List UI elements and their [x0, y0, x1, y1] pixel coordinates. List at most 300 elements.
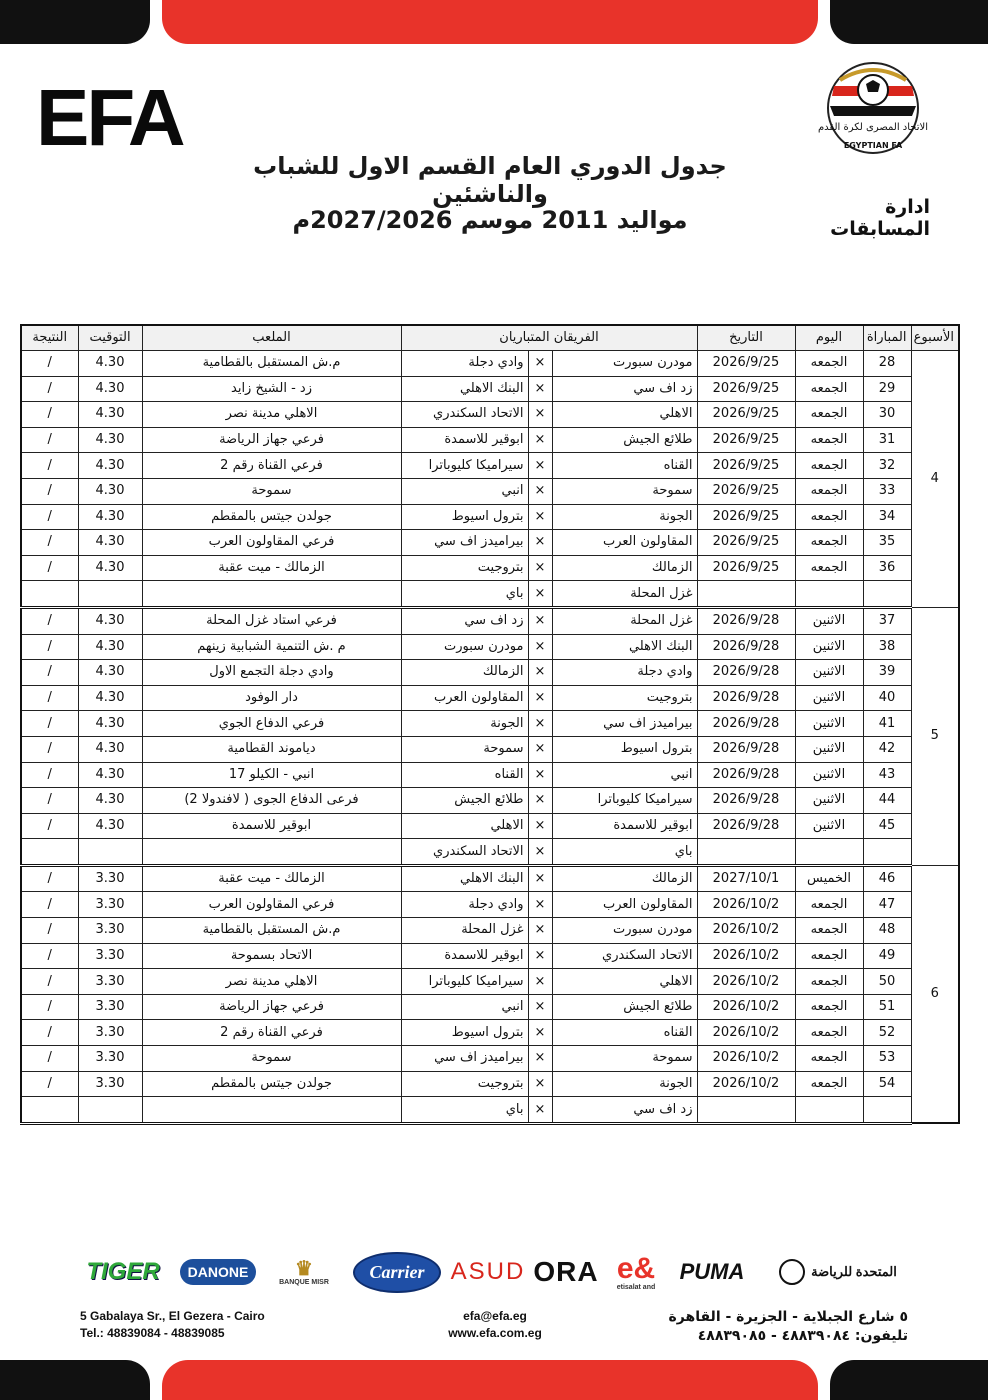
table-row [21, 634, 959, 660]
col-result-header: النتيجة [21, 325, 78, 351]
away-team-cell: زد اف سي [401, 607, 528, 634]
day-cell: الجمعه [795, 478, 863, 504]
day-cell: الجمعه [795, 351, 863, 377]
away-team-cell: الاهلي [401, 813, 528, 839]
date-cell: 2026/9/25 [697, 530, 795, 556]
egyptian-fa-emblem [817, 56, 929, 160]
match-number-cell: 48 [863, 918, 911, 944]
venue-cell: الاتحاد بسموحة [142, 943, 401, 969]
day-cell: الجمعه [795, 555, 863, 581]
table-row [21, 969, 959, 995]
versus-cell: × [528, 1020, 552, 1046]
table-row [21, 762, 959, 788]
col-time-header: التوقيت [78, 325, 142, 351]
day-cell: الاثنين [795, 634, 863, 660]
date-cell: 2026/9/25 [697, 555, 795, 581]
table-row [21, 530, 959, 556]
venue-cell: فرعي المقاولون العرب [142, 892, 401, 918]
venue-cell [142, 1097, 401, 1124]
match-number-cell: 47 [863, 892, 911, 918]
result-cell [21, 1097, 78, 1124]
venue-cell: م.ش المستقبل بالقطامية [142, 351, 401, 377]
home-team-cell: انبي [552, 762, 697, 788]
match-number-cell [863, 839, 911, 866]
time-cell: 4.30 [78, 351, 142, 377]
time-cell: 3.30 [78, 1046, 142, 1072]
top-bar-red [162, 0, 818, 44]
home-team-cell: غزل المحلة [552, 581, 697, 608]
day-cell: الجمعه [795, 1020, 863, 1046]
day-cell: الاثنين [795, 607, 863, 634]
table-row [21, 1020, 959, 1046]
season-subtitle: مواليد 2011 موسم 2027/2026م [292, 206, 688, 234]
home-team-cell: زد اف سي [552, 1097, 697, 1124]
match-number-cell: 37 [863, 607, 911, 634]
match-number-cell: 33 [863, 478, 911, 504]
venue-cell: الزمالك - ميت عقبة [142, 555, 401, 581]
away-team-cell: سموحة [401, 736, 528, 762]
home-team-cell: الاهلي [552, 402, 697, 428]
date-cell: 2026/10/2 [697, 1020, 795, 1046]
time-cell [78, 839, 142, 866]
date-cell: 2026/9/25 [697, 427, 795, 453]
away-team-cell: وادي دجلة [401, 351, 528, 377]
col-week-header: الأسبوع [911, 325, 959, 351]
match-number-cell: 53 [863, 1046, 911, 1072]
banque-misr-logo: ♛ BANQUE MISR [279, 1257, 329, 1286]
time-cell: 3.30 [78, 918, 142, 944]
away-team-cell: مودرن سبورت [401, 634, 528, 660]
date-cell: 2026/9/28 [697, 634, 795, 660]
versus-cell: × [528, 788, 552, 814]
match-number-cell: 39 [863, 660, 911, 686]
result-cell: / [21, 943, 78, 969]
result-cell: / [21, 736, 78, 762]
table-row [21, 555, 959, 581]
time-cell: 3.30 [78, 1071, 142, 1097]
home-team-cell: الجونة [552, 1071, 697, 1097]
away-team-cell: غزل المحلة [401, 918, 528, 944]
result-cell: / [21, 427, 78, 453]
venue-cell: دياموند القطامية [142, 736, 401, 762]
away-team-cell: البنك الاهلي [401, 865, 528, 892]
venue-cell: فرعي القناة رقم 2 [142, 1020, 401, 1046]
time-cell: 4.30 [78, 478, 142, 504]
date-cell: 2026/9/28 [697, 736, 795, 762]
result-cell: / [21, 762, 78, 788]
venue-cell: دار الوفود [142, 685, 401, 711]
home-team-cell: غزل المحلة [552, 607, 697, 634]
footer-address-en [80, 1308, 265, 1342]
table-row [21, 427, 959, 453]
home-team-cell: الزمالك [552, 865, 697, 892]
home-team-cell: القناه [552, 1020, 697, 1046]
venue-cell: سموحة [142, 478, 401, 504]
table-row [21, 1097, 959, 1124]
result-cell: / [21, 969, 78, 995]
match-number-cell: 44 [863, 788, 911, 814]
home-team-cell: الاهلي [552, 969, 697, 995]
home-team-cell: وادي دجلة [552, 660, 697, 686]
date-cell: 2026/9/25 [697, 376, 795, 402]
match-number-cell: 31 [863, 427, 911, 453]
versus-cell: × [528, 660, 552, 686]
versus-cell: × [528, 685, 552, 711]
footer-address-line: 5 Gabalaya Sr., El Gezera - Cairo [80, 1309, 265, 1323]
match-number-cell: 52 [863, 1020, 911, 1046]
table-row [21, 607, 959, 634]
efa-logo: EFA [36, 73, 183, 162]
venue-cell: الزمالك - ميت عقبة [142, 865, 401, 892]
date-cell: 2026/9/28 [697, 711, 795, 737]
venue-cell: ابوقير للاسمدة [142, 813, 401, 839]
ora-logo: ORA [533, 1256, 599, 1287]
date-cell: 2026/10/2 [697, 1046, 795, 1072]
day-cell: الاثنين [795, 660, 863, 686]
match-number-cell: 50 [863, 969, 911, 995]
result-cell: / [21, 865, 78, 892]
day-cell: الجمعه [795, 376, 863, 402]
result-cell: / [21, 453, 78, 479]
table-row [21, 892, 959, 918]
day-cell: الجمعه [795, 918, 863, 944]
venue-cell [142, 581, 401, 608]
away-team-cell: المقاولون العرب [401, 685, 528, 711]
versus-cell: × [528, 865, 552, 892]
etisalat-logo: e& etisalat and [616, 1251, 656, 1291]
day-cell: الجمعه [795, 453, 863, 479]
table-row [21, 736, 959, 762]
match-number-cell: 49 [863, 943, 911, 969]
result-cell: / [21, 994, 78, 1020]
col-teams-header: الفريقان المتباريان [401, 325, 697, 351]
home-team-cell: المقاولون العرب [552, 530, 697, 556]
home-team-cell: الزمالك [552, 555, 697, 581]
time-cell: 4.30 [78, 813, 142, 839]
match-number-cell: 43 [863, 762, 911, 788]
away-team-cell: بتروجيت [401, 555, 528, 581]
away-team-cell: البنك الاهلي [401, 376, 528, 402]
time-cell: 4.30 [78, 685, 142, 711]
day-cell: الجمعه [795, 943, 863, 969]
table-row [21, 581, 959, 608]
table-row [21, 1046, 959, 1072]
home-team-cell: المقاولون العرب [552, 892, 697, 918]
emblem-arabic-text: الاتحاد المصرى لكرة القدم [817, 122, 929, 133]
table-row [21, 1071, 959, 1097]
date-cell: 2026/9/28 [697, 607, 795, 634]
week-cell: 5 [911, 607, 959, 865]
bottom-decorative-bar [0, 1360, 988, 1400]
department-label: ادارة المسابقات [830, 196, 930, 240]
result-cell: / [21, 685, 78, 711]
home-team-cell: ابوقير للاسمدة [552, 813, 697, 839]
home-team-cell: القناه [552, 453, 697, 479]
bottom-bar-red [162, 1360, 818, 1400]
col-venue-header: الملعب [142, 325, 401, 351]
day-cell: الجمعه [795, 402, 863, 428]
versus-cell: × [528, 634, 552, 660]
versus-cell: × [528, 918, 552, 944]
away-team-cell: بترول اسيوط [401, 1020, 528, 1046]
time-cell [78, 1097, 142, 1124]
result-cell: / [21, 402, 78, 428]
time-cell: 4.30 [78, 736, 142, 762]
schedule-table [20, 324, 960, 1125]
result-cell: / [21, 530, 78, 556]
venue-cell: زد - الشيخ زايد [142, 376, 401, 402]
result-cell: / [21, 1046, 78, 1072]
venue-cell: فرعي المقاولون العرب [142, 530, 401, 556]
day-cell: الاثنين [795, 788, 863, 814]
footer-tel-line: Tel.: 48839084 - 48839085 [80, 1326, 225, 1340]
home-team-cell: بتروجيت [552, 685, 697, 711]
versus-cell: × [528, 530, 552, 556]
versus-cell: × [528, 1046, 552, 1072]
venue-cell [142, 839, 401, 866]
time-cell: 4.30 [78, 660, 142, 686]
result-cell: / [21, 813, 78, 839]
home-team-cell: الاتحاد السكندري [552, 943, 697, 969]
result-cell: / [21, 634, 78, 660]
result-cell: / [21, 478, 78, 504]
day-cell: الاثنين [795, 813, 863, 839]
time-cell: 3.30 [78, 1020, 142, 1046]
versus-cell: × [528, 736, 552, 762]
col-day-header: اليوم [795, 325, 863, 351]
carrier-logo: Carrier [352, 1244, 442, 1300]
result-cell: / [21, 1071, 78, 1097]
time-cell: 4.30 [78, 607, 142, 634]
venue-cell: فرعي استاد غزل المحلة [142, 607, 401, 634]
home-team-cell: مودرن سبورت [552, 351, 697, 377]
footer-website[interactable]: www.efa.com.eg [448, 1326, 542, 1340]
venue-cell: انبي - الكيلو 17 [142, 762, 401, 788]
time-cell: 4.30 [78, 555, 142, 581]
away-team-cell: بترول اسيوط [401, 504, 528, 530]
versus-cell: × [528, 427, 552, 453]
table-header-row [21, 325, 959, 351]
away-team-cell: سيراميكا كليوباترا [401, 453, 528, 479]
date-cell: 2027/10/1 [697, 865, 795, 892]
top-decorative-bar [0, 0, 988, 44]
day-cell: الاثنين [795, 762, 863, 788]
versus-cell: × [528, 453, 552, 479]
venue-cell: فرعي القناة رقم 2 [142, 453, 401, 479]
match-number-cell: 30 [863, 402, 911, 428]
day-cell: الجمعه [795, 994, 863, 1020]
venue-cell: جولدن جيتس بالمقطم [142, 504, 401, 530]
home-team-cell: مودرن سبورت [552, 918, 697, 944]
away-team-cell: باي [401, 581, 528, 608]
date-cell: 2026/10/2 [697, 892, 795, 918]
footer-address-ar-line: ٥ شارع الجبلاية - الجزيرة - القاهرة [668, 1309, 908, 1325]
match-number-cell: 28 [863, 351, 911, 377]
match-number-cell: 35 [863, 530, 911, 556]
table-row [21, 865, 959, 892]
match-number-cell: 34 [863, 504, 911, 530]
footer-email[interactable]: efa@efa.eg [463, 1309, 527, 1323]
date-cell [697, 839, 795, 866]
versus-cell: × [528, 581, 552, 608]
versus-cell: × [528, 994, 552, 1020]
table-row [21, 711, 959, 737]
footer-address-ar [669, 1308, 908, 1346]
date-cell: 2026/9/25 [697, 478, 795, 504]
sponsors-strip [80, 1244, 920, 1300]
day-cell: الاثنين [795, 736, 863, 762]
result-cell: / [21, 555, 78, 581]
result-cell: / [21, 892, 78, 918]
away-team-cell: انبي [401, 478, 528, 504]
match-number-cell: 51 [863, 994, 911, 1020]
home-team-cell: بيراميدز اف سي [552, 711, 697, 737]
away-team-cell: سيراميكا كليوباترا [401, 969, 528, 995]
danone-logo: DANONE [180, 1244, 256, 1300]
venue-cell: وادي دجلة التجمع الاول [142, 660, 401, 686]
time-cell: 4.30 [78, 762, 142, 788]
match-number-cell [863, 581, 911, 608]
venue-cell: م.ش المستقبل بالقطامية [142, 918, 401, 944]
result-cell [21, 581, 78, 608]
venue-cell: سموحة [142, 1046, 401, 1072]
result-cell: / [21, 711, 78, 737]
match-number-cell: 40 [863, 685, 911, 711]
versus-cell: × [528, 892, 552, 918]
away-team-cell: انبي [401, 994, 528, 1020]
versus-cell: × [528, 1097, 552, 1124]
away-team-cell: الزمالك [401, 660, 528, 686]
venue-cell: الاهلي مدينة نصر [142, 969, 401, 995]
table-row [21, 402, 959, 428]
week-cell: 6 [911, 865, 959, 1123]
match-number-cell: 36 [863, 555, 911, 581]
versus-cell: × [528, 839, 552, 866]
time-cell: 4.30 [78, 453, 142, 479]
table-row [21, 788, 959, 814]
date-cell: 2026/10/2 [697, 918, 795, 944]
venue-cell: فرعي الدفاع الجوي [142, 711, 401, 737]
match-number-cell: 32 [863, 453, 911, 479]
date-cell: 2026/10/2 [697, 1071, 795, 1097]
table-row [21, 453, 959, 479]
match-number-cell: 45 [863, 813, 911, 839]
home-team-cell: باي [552, 839, 697, 866]
time-cell: 4.30 [78, 634, 142, 660]
schedule-body [21, 351, 959, 1124]
col-match-header: المباراة [863, 325, 911, 351]
time-cell: 3.30 [78, 994, 142, 1020]
time-cell: 4.30 [78, 504, 142, 530]
date-cell: 2026/10/2 [697, 943, 795, 969]
time-cell: 4.30 [78, 530, 142, 556]
result-cell: / [21, 351, 78, 377]
table-row [21, 813, 959, 839]
versus-cell: × [528, 351, 552, 377]
home-team-cell: طلائع الجيش [552, 994, 697, 1020]
date-cell: 2026/9/25 [697, 351, 795, 377]
date-cell: 2026/9/28 [697, 813, 795, 839]
day-cell: الجمعه [795, 504, 863, 530]
day-cell: الجمعه [795, 1071, 863, 1097]
match-number-cell: 38 [863, 634, 911, 660]
tiger-logo: TIGER [86, 1258, 160, 1285]
week-cell: 4 [911, 351, 959, 608]
home-team-cell: بترول اسيوط [552, 736, 697, 762]
date-cell [697, 1097, 795, 1124]
footer-tel-ar-line: تليفون: ٤٨٨٣٩٠٨٤ - ٤٨٨٣٩٠٨٥ [697, 1328, 908, 1344]
time-cell: 4.30 [78, 788, 142, 814]
day-cell: الاثنين [795, 685, 863, 711]
home-team-cell: سموحة [552, 1046, 697, 1072]
date-cell: 2026/10/2 [697, 994, 795, 1020]
footer-contact [420, 1308, 570, 1342]
top-bar-right-black [830, 0, 988, 44]
day-cell [795, 839, 863, 866]
day-cell: الاثنين [795, 711, 863, 737]
day-cell [795, 581, 863, 608]
table-row [21, 351, 959, 377]
col-date-header: التاريخ [697, 325, 795, 351]
versus-cell: × [528, 504, 552, 530]
versus-cell: × [528, 376, 552, 402]
date-cell: 2026/9/28 [697, 685, 795, 711]
bottom-bar-right-black [830, 1360, 988, 1400]
table-row [21, 376, 959, 402]
match-number-cell: 41 [863, 711, 911, 737]
away-team-cell: ابوقير للاسمدة [401, 427, 528, 453]
time-cell: 4.30 [78, 427, 142, 453]
date-cell: 2026/9/25 [697, 453, 795, 479]
versus-cell: × [528, 969, 552, 995]
almotaheda-logo: المتحدة للرياضة [756, 1244, 920, 1300]
result-cell: / [21, 504, 78, 530]
top-bar-left-black [0, 0, 150, 44]
result-cell: / [21, 660, 78, 686]
versus-cell: × [528, 813, 552, 839]
date-cell: 2026/9/25 [697, 504, 795, 530]
time-cell: 3.30 [78, 943, 142, 969]
time-cell: 4.30 [78, 711, 142, 737]
away-team-cell: الاتحاد السكندري [401, 402, 528, 428]
away-team-cell: بيراميدز اف سي [401, 1046, 528, 1072]
away-team-cell: وادي دجلة [401, 892, 528, 918]
away-team-cell: القناه [401, 762, 528, 788]
away-team-cell: الاتحاد السكندري [401, 839, 528, 866]
away-team-cell: طلائع الجيش [401, 788, 528, 814]
date-cell: 2026/9/28 [697, 660, 795, 686]
versus-cell: × [528, 711, 552, 737]
time-cell: 3.30 [78, 892, 142, 918]
venue-cell: م .ش التنمية الشبابية زينهم [142, 634, 401, 660]
venue-cell: فرعى الدفاع الجوى ( لافندولا 2) [142, 788, 401, 814]
asud-logo: ASUD [450, 1258, 526, 1285]
bottom-bar-left-black [0, 1360, 150, 1400]
versus-cell: × [528, 607, 552, 634]
date-cell: 2026/9/28 [697, 762, 795, 788]
table-row [21, 685, 959, 711]
home-team-cell: الجونة [552, 504, 697, 530]
time-cell [78, 581, 142, 608]
venue-cell: الاهلي مدينة نصر [142, 402, 401, 428]
away-team-cell: ابوقير للاسمدة [401, 943, 528, 969]
match-number-cell [863, 1097, 911, 1124]
home-team-cell: زد اف سي [552, 376, 697, 402]
day-cell [795, 1097, 863, 1124]
result-cell: / [21, 376, 78, 402]
away-team-cell: الجونة [401, 711, 528, 737]
versus-cell: × [528, 943, 552, 969]
